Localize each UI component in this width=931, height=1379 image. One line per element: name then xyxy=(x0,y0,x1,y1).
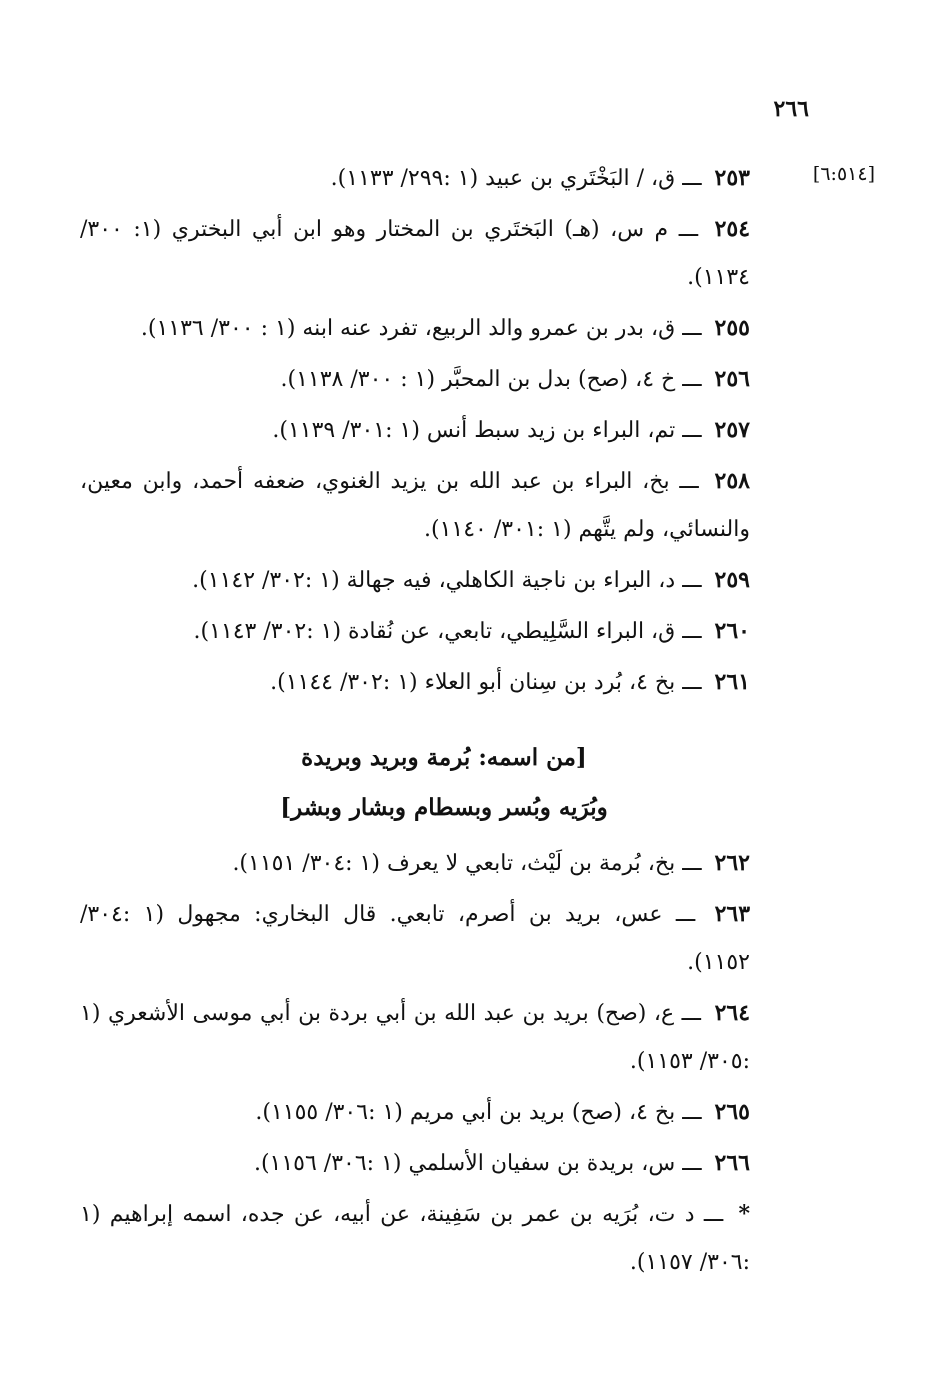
entry-266 xyxy=(80,1139,808,1188)
section-heading-line-2: وبُرَيه وبُسر وبسطام وبشار وبشر] xyxy=(280,794,608,821)
page-body xyxy=(80,154,808,1289)
entry-258 xyxy=(80,457,808,554)
entry-text: ـــ بخ، بُرمة بن لَيْث، تابعي لا يعرف (١ :٣٠٤/ ١١٥١). xyxy=(232,851,702,876)
entry-text: ـــ بخ، البراء بن عبد الله بن يزيد الغنوي، ضعفه أحمد، وابن معين، والنسائي، ولم يتَّهم (١ :٣٠١/ ١١٤٠). xyxy=(80,469,750,542)
entry-text: ـــ ع، (صح) بريد بن عبد الله بن أبي بردة بن أبي موسى الأشعري (١ :٣٠٥/ ١١٥٣). xyxy=(80,1001,750,1074)
entry-text: ـــ ق، / البَخْتَري بن عبيد (١ :٢٩٩/ ١١٣٣). xyxy=(330,166,702,191)
entry-text: ـــ ق، بدر بن عمرو والد الربيع، تفرد عنه ابنه (١ : ٣٠٠/ ١١٣٦). xyxy=(140,316,702,341)
entry-number: ٢٥٤ xyxy=(714,216,751,242)
entry-259 xyxy=(80,556,808,605)
entry-text: ـــ م س، (هـ) البَختَري بن المختار وهو ابن أبي البختري (١: ٣٠٠/ ١١٣٤). xyxy=(80,217,750,290)
entry-number: ٢٥٩ xyxy=(714,567,750,593)
section-heading-line-1: [من اسمه: بُرمة وبريد وبريدة xyxy=(301,744,587,771)
entry-number: ٢٦٣ xyxy=(714,901,751,927)
entry-254 xyxy=(80,205,808,302)
entry-text: ـــ خ ٤، (صح) بدل بن المحبَّر (١ : ٣٠٠/ ١١٣٨). xyxy=(280,367,702,392)
entry-number: ٢٦٠ xyxy=(714,618,750,644)
entry-text: ـــ بخ ٤، بُرد بن سِنان أبو العلاء (١ :٣٠٢/ ١١٤٤). xyxy=(270,670,702,695)
entry-number: ٢٥٣ xyxy=(714,165,750,191)
entry-number: ٢٦٤ xyxy=(714,1000,751,1026)
entry-text: ـــ ق، البراء السَّلِيطي، تابعي، عن نُقادة (١ :٣٠٢/ ١١٤٣). xyxy=(193,619,702,644)
entry-255 xyxy=(80,304,808,353)
entry-260 xyxy=(80,607,808,656)
entry-text: ـــ عس، بريد بن أصرم، تابعي. قال البخاري: مجهول (١ :٣٠٤/ ١١٥٢). xyxy=(80,902,750,975)
page-number: ٢٦٦ xyxy=(773,96,809,122)
entry-262 xyxy=(80,839,808,888)
entry-number: * xyxy=(738,1201,750,1227)
entry-text: ـــ تم، البراء بن زيد سبط أنس (١ :٣٠١/ ١١٣٩). xyxy=(272,418,702,443)
entry-number: ٢٥٦ xyxy=(714,366,750,392)
entry-261 xyxy=(80,658,808,707)
entry-star xyxy=(80,1190,808,1287)
entry-264 xyxy=(80,989,808,1086)
entry-253 xyxy=(80,154,808,203)
entry-number: ٢٦١ xyxy=(714,669,750,695)
entry-number: ٢٥٥ xyxy=(714,315,750,341)
entry-number: ٢٥٨ xyxy=(714,468,750,494)
entry-text: ـــ س، بريدة بن سفيان الأسلمي (١ :٣٠٦/ ١١٥٦). xyxy=(253,1151,702,1176)
entry-text: ـــ د ت، بُرَيه بن عمر بن سَفِينة، عن أبيه، عن جده، اسمه إبراهيم (١ :٣٠٦/ ١١٥٧). xyxy=(80,1202,750,1275)
entry-263 xyxy=(80,890,808,987)
entry-text: ـــ د، البراء بن ناجية الكاهلي، فيه جهالة (١ :٣٠٢/ ١١٤٢). xyxy=(192,568,702,593)
margin-reference: [٦:٥١٤] xyxy=(812,163,875,185)
entry-number: ٢٦٢ xyxy=(714,850,750,876)
entry-256 xyxy=(80,355,808,404)
entry-number: ٢٦٦ xyxy=(714,1150,750,1176)
entry-text: ـــ بخ ٤، (صح) بريد بن أبي مريم (١ :٣٠٦/ ١١٥٥). xyxy=(255,1100,702,1125)
entry-257 xyxy=(80,406,808,455)
entry-number: ٢٥٧ xyxy=(714,417,750,443)
entry-265 xyxy=(80,1088,808,1137)
entry-number: ٢٦٥ xyxy=(714,1099,750,1125)
